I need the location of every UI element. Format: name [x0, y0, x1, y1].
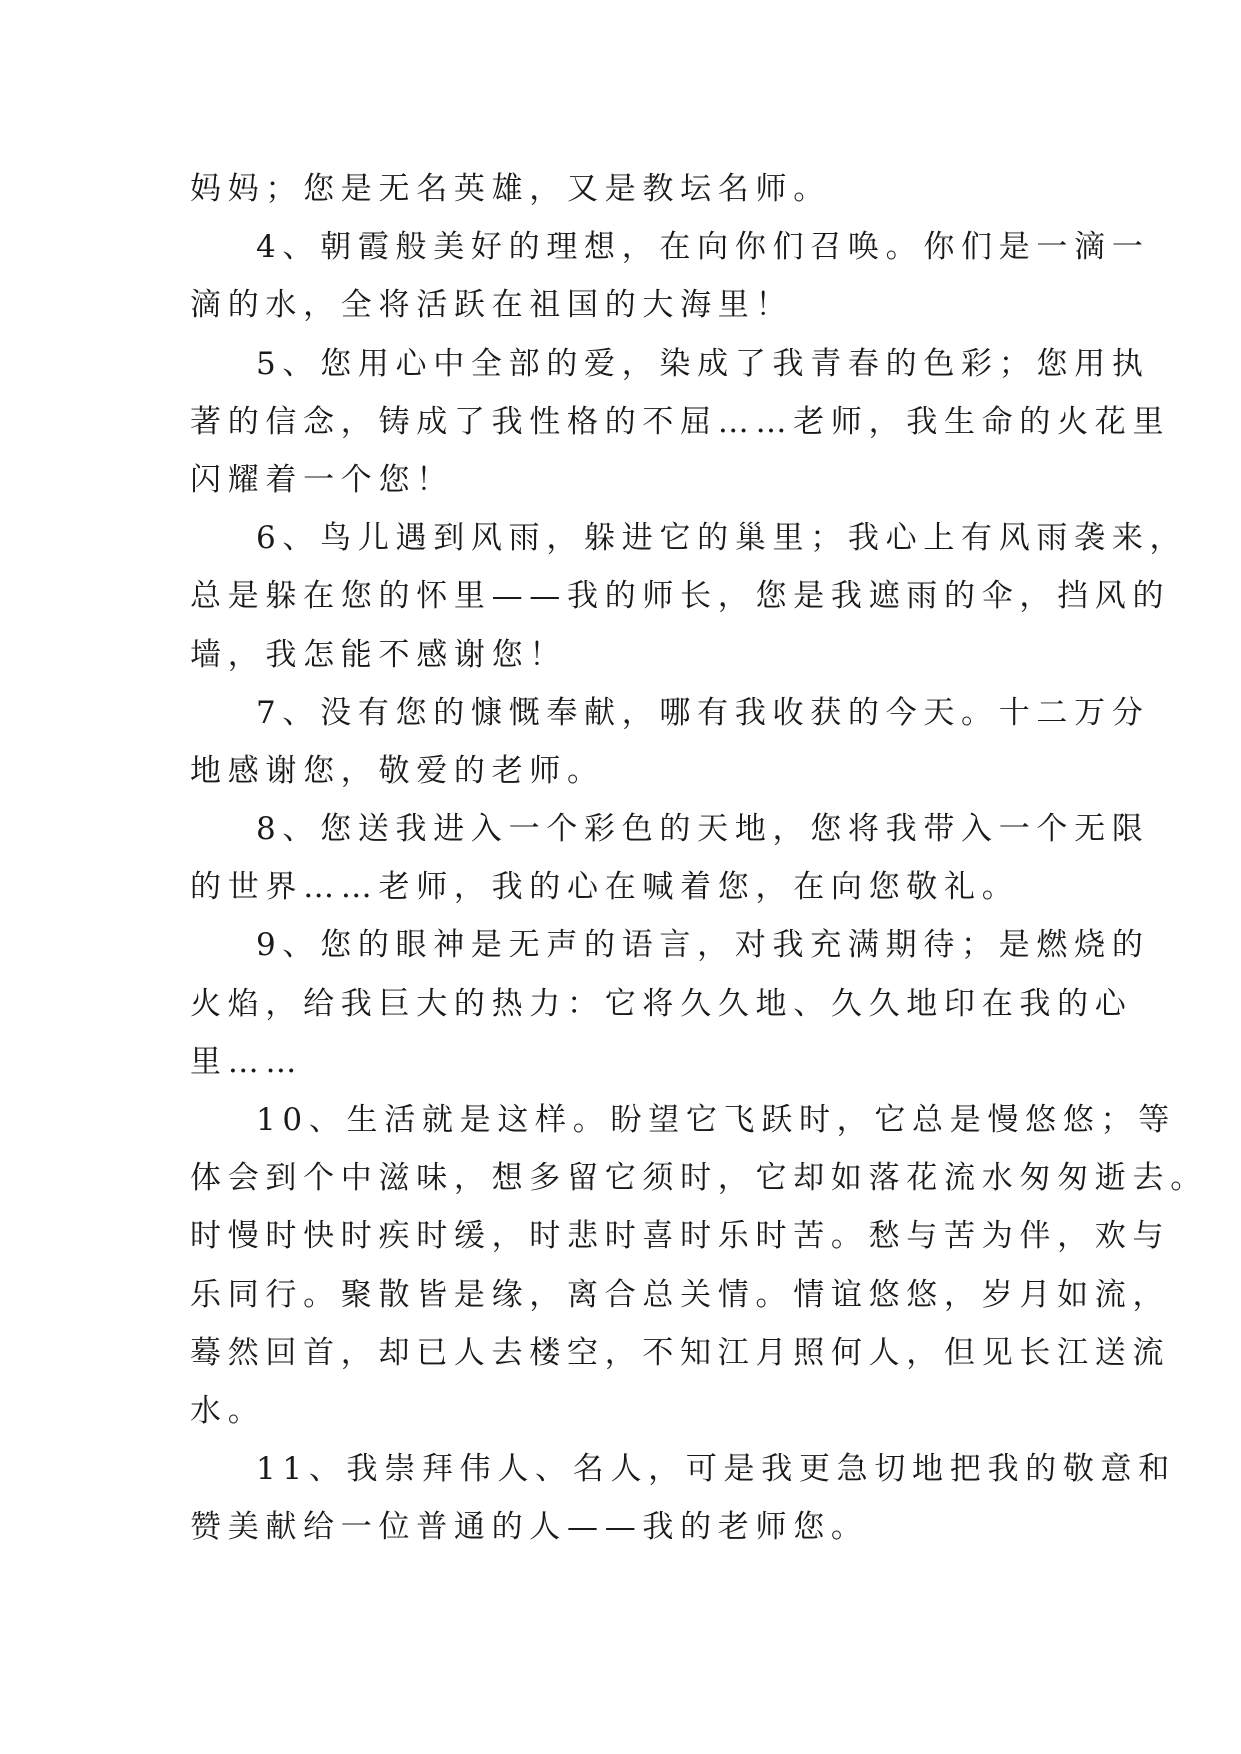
text-line: 的世界……老师，我的心在喊着您，在向您敬礼。: [190, 869, 1020, 906]
text-line: 乐同行。聚散皆是缘，离合总关情。情谊悠悠，岁月如流，: [190, 1276, 1171, 1313]
text-line: 体会到个中滋味，想多留它须时，它却如落花流水匆匆逝去。: [190, 1160, 1208, 1197]
text-line: 闪耀着一个您！: [190, 461, 454, 498]
text-line: 4、朝霞般美好的理想，在向你们召唤。你们是一滴一: [256, 229, 1150, 266]
text-line: 著的信念，铸成了我性格的不屈……老师，我生命的火花里: [190, 403, 1171, 440]
text-line: 6、鸟儿遇到风雨，躲进它的巢里；我心上有风雨袭来，: [256, 520, 1188, 557]
text-line: 10、生活就是这样。盼望它飞跃时，它总是慢悠悠；等: [256, 1102, 1176, 1138]
text-line: 滴的水，全将活跃在祖国的大海里！: [190, 287, 794, 324]
text-line: 8、您送我进入一个彩色的天地，您将我带入一个无限: [256, 811, 1150, 848]
text-line: 9、您的眼神是无声的语言，对我充满期待；是燃烧的: [256, 927, 1150, 964]
text-line: 地感谢您，敬爱的老师。: [190, 752, 605, 789]
text-line: 时慢时快时疾时缓，时悲时喜时乐时苦。愁与苦为伴，欢与: [190, 1218, 1171, 1255]
text-line: 11、我崇拜伟人、名人，可是我更急切地把我的敬意和: [256, 1451, 1176, 1488]
text-line: 总是躲在您的怀里——我的师长，您是我遮雨的伞，挡风的: [190, 578, 1171, 615]
text-line: 5、您用心中全部的爱，染成了我青春的色彩；您用执: [256, 345, 1150, 382]
text-line: 墙，我怎能不感谢您！: [190, 636, 567, 673]
text-line: 火焰，给我巨大的热力：它将久久地、久久地印在我的心: [190, 985, 1133, 1022]
text-line: 水。: [190, 1392, 266, 1429]
text-line: 赞美献给一位普通的人——我的老师您。: [190, 1509, 869, 1546]
text-line: 里……: [190, 1043, 304, 1080]
text-line: 妈妈；您是无名英雄，又是教坛名师。: [190, 171, 831, 207]
document-page: [190, 160, 1208, 1557]
text-line: 7、没有您的慷慨奉献，哪有我收获的今天。十二万分: [256, 694, 1150, 731]
text-line: 蓦然回首，却已人去楼空，不知江月照何人，但见长江送流: [190, 1334, 1171, 1371]
